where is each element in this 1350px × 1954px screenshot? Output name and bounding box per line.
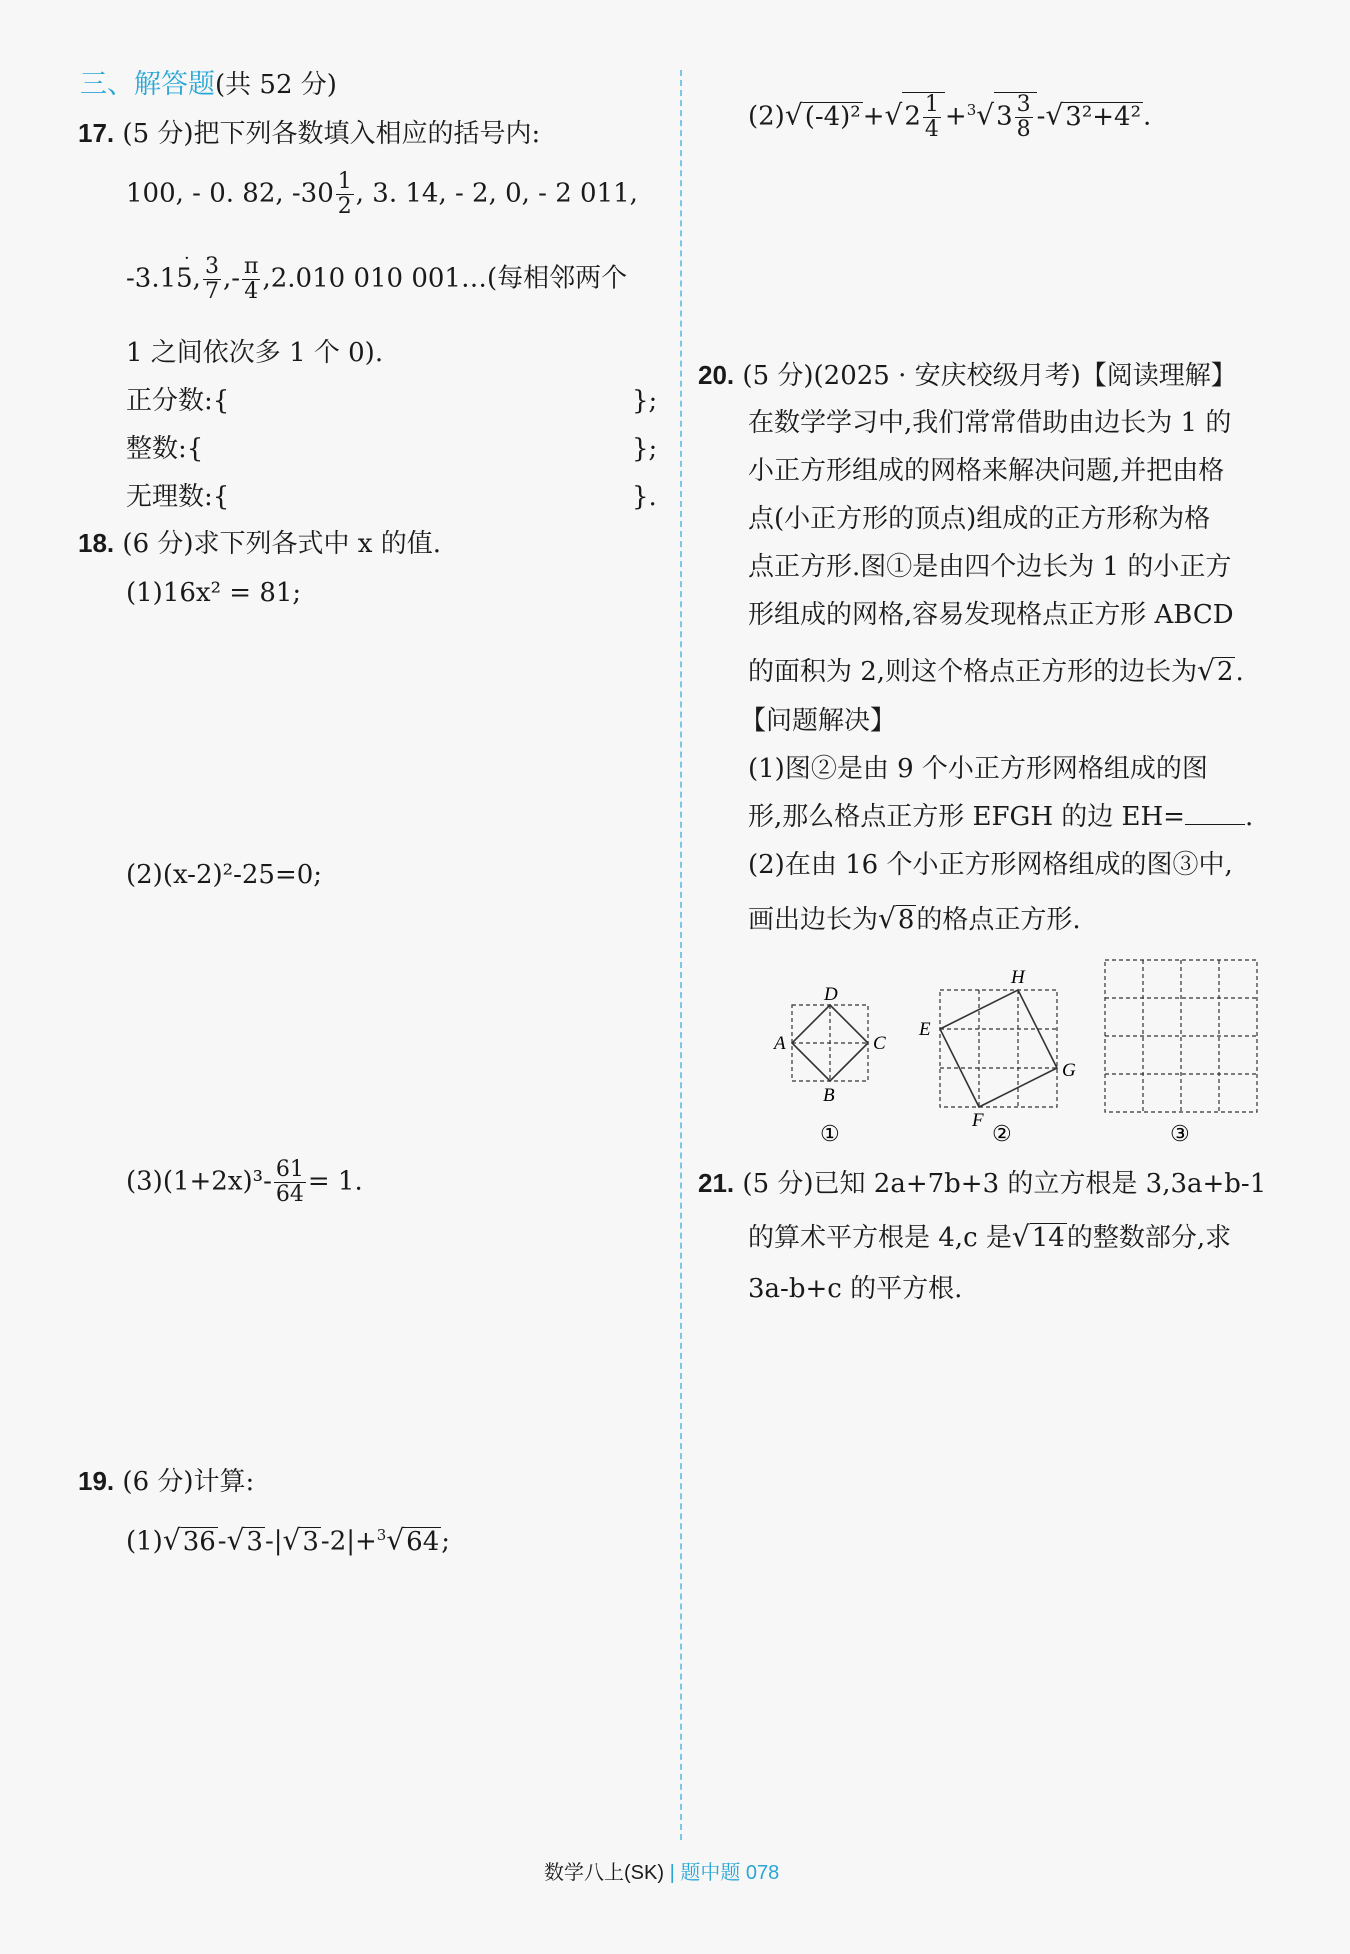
q17-sep: ,-: [222, 263, 241, 294]
sqrt-icon: √: [386, 1523, 405, 1557]
q21-line3: 3a-b+c 的平方根.: [748, 1274, 963, 1304]
sqrt-icon: √: [976, 98, 995, 132]
q20-line1: 在数学学习中,我们常常借助由边长为 1 的: [748, 408, 1232, 438]
label-H: H: [1011, 967, 1025, 988]
section-header: [80, 68, 337, 102]
figure-1: [792, 1005, 868, 1081]
label-E: E: [919, 1019, 931, 1040]
sqrt-icon: √: [162, 1523, 181, 1557]
q20-part2-line2: [748, 902, 1081, 937]
q17-frac-3-7: [203, 255, 221, 304]
q18-part3-a: (3)(1+2x)³-: [126, 1166, 272, 1197]
radicand: 3: [246, 1526, 263, 1557]
q20-part2-line1: (2)在由 16 个小正方形网格组成的图③中,: [748, 850, 1233, 880]
q20-line6: [748, 654, 1244, 689]
sqrt-icon: √: [878, 902, 896, 935]
frac-denominator: 64: [275, 1182, 304, 1207]
q17-line3: 1 之间依次多 1 个 0).: [126, 338, 384, 368]
q17-line1-a: 100, - 0. 82, -30: [126, 178, 334, 209]
radicand: 64: [406, 1526, 440, 1557]
radicand: (-4)²: [804, 101, 861, 132]
sqrt-icon: √: [784, 98, 803, 132]
figure-3-grid[interactable]: [1105, 960, 1257, 1112]
radicand-mixed: [994, 92, 1037, 142]
frac-numerator: 3: [204, 254, 219, 279]
label-F: F: [972, 1110, 984, 1131]
q17-category-irrational-end: }.: [632, 482, 657, 512]
cube-root-index: 3: [966, 100, 977, 119]
operator: -: [217, 1526, 227, 1557]
q20-header: [698, 358, 1237, 393]
q20-subheading: 【问题解决】: [740, 706, 897, 736]
q19-part2-label: (2): [748, 101, 785, 132]
frac-numerator: π: [244, 254, 259, 279]
whole-part: 3: [996, 101, 1013, 132]
q17-category-positive-fraction: 正分数:{: [126, 386, 230, 416]
q20-part2-line2-a: 画出边长为: [748, 905, 879, 935]
q17-category-integer: 整数:{: [126, 434, 204, 464]
q21-line2-a: 的算术平方根是 4,c 是: [748, 1223, 1012, 1253]
answer-blank[interactable]: [1185, 824, 1245, 825]
operator: +: [862, 101, 885, 132]
sqrt-icon: √: [1197, 654, 1215, 687]
label-C: C: [873, 1033, 886, 1054]
q20-line6-a: 的面积为 2,则这个格点正方形的边长为: [748, 657, 1198, 687]
sqrt-icon: √: [226, 1523, 245, 1557]
q17-repeating-decimal: -3.15,: [126, 263, 201, 294]
radicand: 2: [1216, 657, 1234, 687]
section-title: 三、解答题: [80, 69, 215, 100]
q17-header: [78, 116, 540, 151]
q19-header: [78, 1464, 254, 1499]
frac-numerator: 3: [1016, 92, 1031, 117]
q18-number: 18.: [78, 528, 115, 558]
q18-part2: (2)(x-2)²-25=0;: [126, 860, 323, 890]
frac-denominator: 2: [337, 194, 352, 219]
label-A: A: [774, 1033, 786, 1054]
frac: [923, 93, 941, 142]
q17-frac-pi-4: [242, 255, 260, 304]
q19-intro: (6 分)计算:: [122, 1467, 255, 1497]
operator: ;: [441, 1526, 451, 1557]
q20-line6-b: .: [1235, 657, 1244, 687]
sqrt-icon: √: [282, 1523, 301, 1557]
q17-number: 17.: [78, 118, 115, 148]
repeating-dot: ·: [184, 248, 190, 269]
q17-category-integer-end: };: [632, 434, 658, 464]
page-footer: [544, 1856, 779, 1885]
radicand: 8: [897, 905, 915, 935]
q19-part1-label: (1): [126, 1526, 163, 1557]
q21-line1: (5 分)已知 2a+7b+3 的立方根是 3,3a+b-1: [742, 1169, 1267, 1199]
q20-part1-line2-a: 形,那么格点正方形 EFGH 的边 EH=: [748, 802, 1185, 832]
q20-part1-line2-b: .: [1244, 802, 1254, 832]
q19-part1: [126, 1518, 450, 1559]
operator: +: [944, 101, 967, 132]
frac-denominator: 7: [204, 279, 219, 304]
column-divider: [680, 70, 682, 1840]
operator: -|: [264, 1526, 283, 1557]
q19-number: 19.: [78, 1466, 115, 1496]
frac-denominator: 4: [924, 117, 939, 142]
frac-numerator: 1: [337, 169, 352, 194]
q20-number: 20.: [698, 360, 735, 390]
q18-part3: [126, 1158, 363, 1207]
sqrt-icon: √: [884, 98, 903, 132]
cube-root-index: 3: [376, 1526, 387, 1544]
sqrt-icon: √: [1011, 1220, 1030, 1253]
q17-category-positive-fraction-end: };: [632, 386, 658, 416]
frac-denominator: 4: [244, 279, 259, 304]
q17-numbers-line2: [126, 255, 627, 304]
q20-figures: [760, 955, 1300, 1155]
q20-line4: 点正方形.图①是由四个边长为 1 的小正方: [748, 552, 1232, 582]
q17-line1-b: , 3. 14, - 2, 0, - 2 011,: [355, 178, 638, 209]
q21-number: 21.: [698, 1168, 735, 1198]
q17-intro: (5 分)把下列各数填入相应的括号内:: [122, 119, 541, 149]
figure-1-label: ①: [820, 1121, 840, 1146]
q20-line2: 小正方形组成的网格来解决问题,并把由格: [748, 456, 1225, 486]
q20-head: (5 分)(2025 · 安庆校级月考)【阅读理解】: [742, 361, 1237, 391]
footer-separator: |: [669, 1862, 675, 1884]
page-number: 078: [745, 1862, 780, 1884]
q20-part1-line2: [748, 800, 1253, 834]
radicand: 3²+4²: [1065, 101, 1142, 132]
section-tag: 题中题: [680, 1862, 741, 1884]
q18-frac-61-64: [274, 1158, 306, 1207]
label-D: D: [824, 984, 838, 1005]
q21-header: [698, 1166, 1266, 1201]
radicand: 3: [302, 1526, 319, 1557]
q18-part1: (1)16x² = 81;: [126, 578, 302, 608]
sqrt-icon: √: [1045, 98, 1064, 132]
q20-line5: 形组成的网格,容易发现格点正方形 ABCD: [748, 600, 1234, 630]
q20-line3: 点(小正方形的顶点)组成的正方形称为格: [748, 504, 1211, 534]
frac-numerator: 1: [924, 92, 939, 117]
label-B: B: [823, 1085, 835, 1106]
radicand: 36: [182, 1526, 216, 1557]
q18-intro: (6 分)求下列各式中 x 的值.: [122, 529, 441, 559]
section-points: (共 52 分): [215, 70, 337, 100]
operator: -: [1036, 101, 1046, 132]
frac: [1015, 93, 1033, 142]
figure-2: [940, 990, 1057, 1107]
radicand: 14: [1031, 1223, 1065, 1253]
label-G: G: [1062, 1060, 1076, 1081]
q20-part1-line1: (1)图②是由 9 个小正方形网格组成的图: [748, 754, 1208, 784]
q17-frac-half: [336, 170, 354, 219]
q17-numbers-line1: [126, 170, 638, 219]
figure-2-label: ②: [992, 1121, 1012, 1146]
book-title: 数学八上(SK): [544, 1862, 664, 1884]
figure-3-label: ③: [1170, 1121, 1190, 1146]
frac-numerator: 61: [275, 1157, 304, 1182]
q20-part2-line2-b: 的格点正方形.: [916, 905, 1081, 935]
q18-part3-b: = 1.: [307, 1166, 363, 1197]
q19-part2: [748, 92, 1151, 142]
q18-header: [78, 526, 441, 561]
frac-denominator: 8: [1016, 117, 1031, 142]
q21-line2: [748, 1220, 1231, 1255]
radicand-mixed: [902, 92, 945, 142]
operator: -2|+: [320, 1526, 377, 1557]
operator: .: [1143, 101, 1152, 132]
q17-category-irrational: 无理数:{: [126, 482, 230, 512]
q17-line2-b: ,2.010 010 001…(每相邻两个: [262, 263, 628, 294]
whole-part: 2: [904, 101, 921, 132]
q21-line2-b: 的整数部分,求: [1066, 1223, 1232, 1253]
